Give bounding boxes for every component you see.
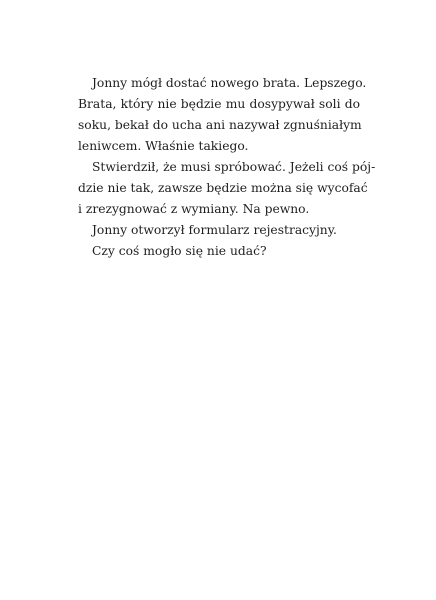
- body-text: [78, 73, 376, 262]
- text-line: i zrezygnować z wymiany. Na pewno.: [78, 202, 310, 216]
- text-line: Stwierdził, że musi spróbować. Jeżeli coś pój-: [92, 160, 376, 174]
- text-line: Czy coś mogło się nie udać?: [92, 244, 267, 258]
- text-line: Jonny mógł dostać nowego brata. Lepszego.: [92, 76, 367, 90]
- text-line: Brata, który nie będzie mu dosypywał soli do: [78, 97, 360, 111]
- text-line: soku, bekał do ucha ani nazywał zgnuśniałym: [78, 118, 362, 132]
- text-line: dzie nie tak, zawsze będzie można się wycofać: [78, 181, 368, 195]
- text-line: leniwcem. Właśnie takiego.: [78, 139, 249, 153]
- text-line: Jonny otworzył formularz rejestracyjny.: [92, 223, 337, 237]
